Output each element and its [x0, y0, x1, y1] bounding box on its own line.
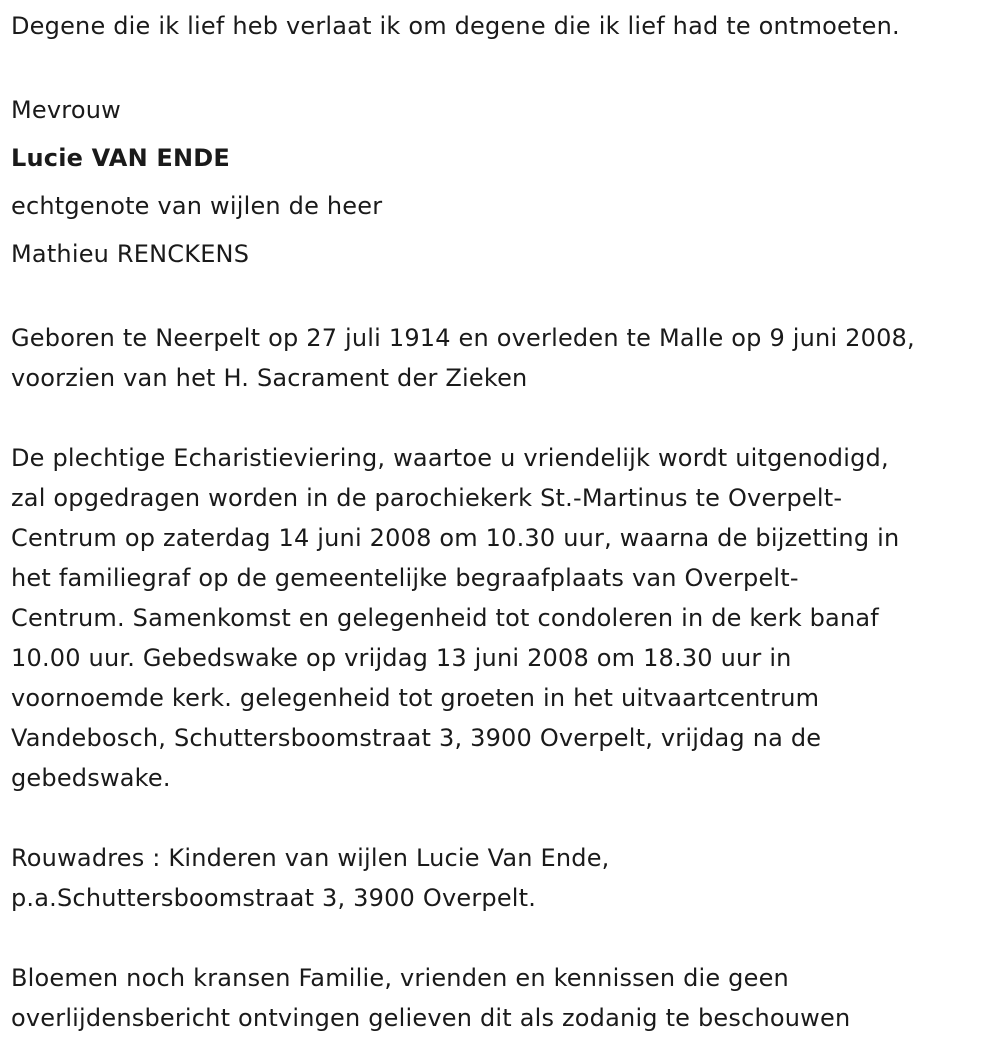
name-block: [11, 86, 991, 278]
paragraph-line: gebedswake.: [11, 764, 171, 792]
paragraph-line: Vandebosch, Schuttersboomstraat 3, 3900 Overpelt, vrijdag na de: [11, 724, 822, 752]
paragraph-line: Rouwadres : Kinderen van wijlen Lucie Van Ende,: [11, 844, 610, 872]
paragraph-line: Centrum. Samenkomst en gelegenheid tot condoleren in de kerk banaf: [11, 604, 879, 632]
spouse-intro: echtgenote van wijlen de heer: [11, 192, 383, 220]
obituary-document: [11, 6, 991, 1038]
motto-text: Degene die ik lief heb verlaat ik om degene die ik lief had te ontmoeten.: [11, 12, 900, 40]
address-paragraph: [11, 838, 991, 918]
birth-death-paragraph: [11, 318, 991, 398]
paragraph-line: voornoemde kerk. gelegenheid tot groeten in het uitvaartcentrum: [11, 684, 820, 712]
paragraph-line: Centrum op zaterdag 14 juni 2008 om 10.30 uur, waarna de bijzetting in: [11, 524, 900, 552]
spouse-name: Mathieu RENCKENS: [11, 240, 250, 268]
paragraph-line: Geboren te Neerpelt op 27 juli 1914 en overleden te Malle op 9 juni 2008,: [11, 324, 915, 352]
deceased-name: Lucie VAN ENDE: [11, 144, 231, 172]
paragraph-line: voorzien van het H. Sacrament der Zieken: [11, 364, 528, 392]
paragraph-line: het familiegraf op de gemeentelijke begraafplaats van Overpelt-: [11, 564, 799, 592]
paragraph-line: overlijdensbericht ontvingen gelieven dit als zodanig te beschouwen: [11, 1004, 851, 1032]
paragraph-line: De plechtige Echaristieviering, waartoe u vriendelijk wordt uitgenodigd,: [11, 444, 889, 472]
paragraph-line: zal opgedragen worden in de parochiekerk St.-Martinus te Overpelt-: [11, 484, 843, 512]
ceremony-paragraph: [11, 438, 991, 798]
paragraph-line: 10.00 uur. Gebedswake op vrijdag 13 juni 2008 om 18.30 uur in: [11, 644, 792, 672]
paragraph-line: Bloemen noch kransen Familie, vrienden en kennissen die geen: [11, 964, 789, 992]
salutation: Mevrouw: [11, 96, 121, 124]
flowers-paragraph: [11, 958, 991, 1038]
paragraph-line: p.a.Schuttersboomstraat 3, 3900 Overpelt.: [11, 884, 537, 912]
